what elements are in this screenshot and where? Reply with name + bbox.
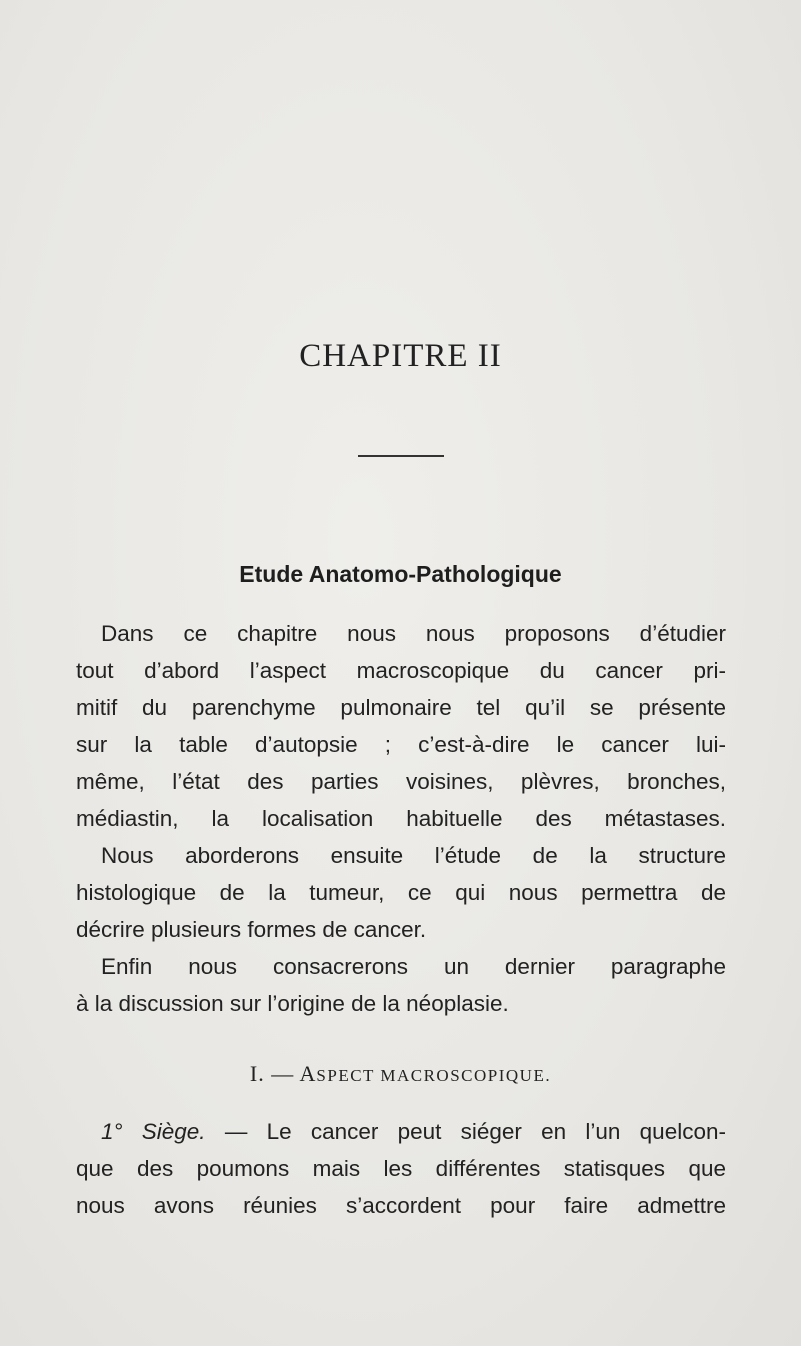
paragraph-line: médiastin, la localisation habituelle des métastases. <box>76 806 726 831</box>
paragraph-line: Dans ce chapitre nous nous proposons d’étudier <box>101 621 726 646</box>
paragraph-line: même, l’état des parties voisines, plèvres, bronches, <box>76 769 726 794</box>
paragraph-line: tout d’abord l’aspect macroscopique du cancer pri- <box>76 658 726 683</box>
subsection-heading <box>0 1061 801 1087</box>
title-divider <box>358 455 444 457</box>
paragraph-line: que des poumons mais les différentes statisques que <box>76 1156 726 1181</box>
paragraph-line: Nous aborderons ensuite l’étude de la structure <box>101 843 726 868</box>
paragraph-line: sur la table d’autopsie ; c’est-à-dire le cancer lui- <box>76 732 726 757</box>
paragraph-line: mitif du parenchyme pulmonaire tel qu’il se présente <box>76 695 726 720</box>
paragraph-line: nous avons réunies s’accordent pour faire admettre <box>76 1193 726 1218</box>
lead-number: 1° <box>101 1119 123 1144</box>
lead-line-text: — Le cancer peut siéger en l’un quelcon- <box>224 1119 726 1144</box>
subsection-first-letter: A <box>299 1061 317 1086</box>
paragraph-line <box>101 1117 726 1147</box>
lead-label: Siège. <box>141 1119 206 1144</box>
subsection-number: I. — <box>249 1061 295 1086</box>
paragraph-line: histologique de la tumeur, ce qui nous permettra de <box>76 880 726 905</box>
chapter-title: CHAPITRE II <box>299 338 502 374</box>
section-title: Etude Anatomo-Pathologique <box>239 561 562 587</box>
subsection-title: SPECT MACROSCOPIQUE. <box>316 1066 552 1085</box>
paragraph-line: Enfin nous consacrerons un dernier paragraphe <box>101 954 726 979</box>
paragraph-line: décrire plusieurs formes de cancer. <box>76 917 427 942</box>
paragraph-line: à la discussion sur l’origine de la néoplasie. <box>76 991 509 1016</box>
